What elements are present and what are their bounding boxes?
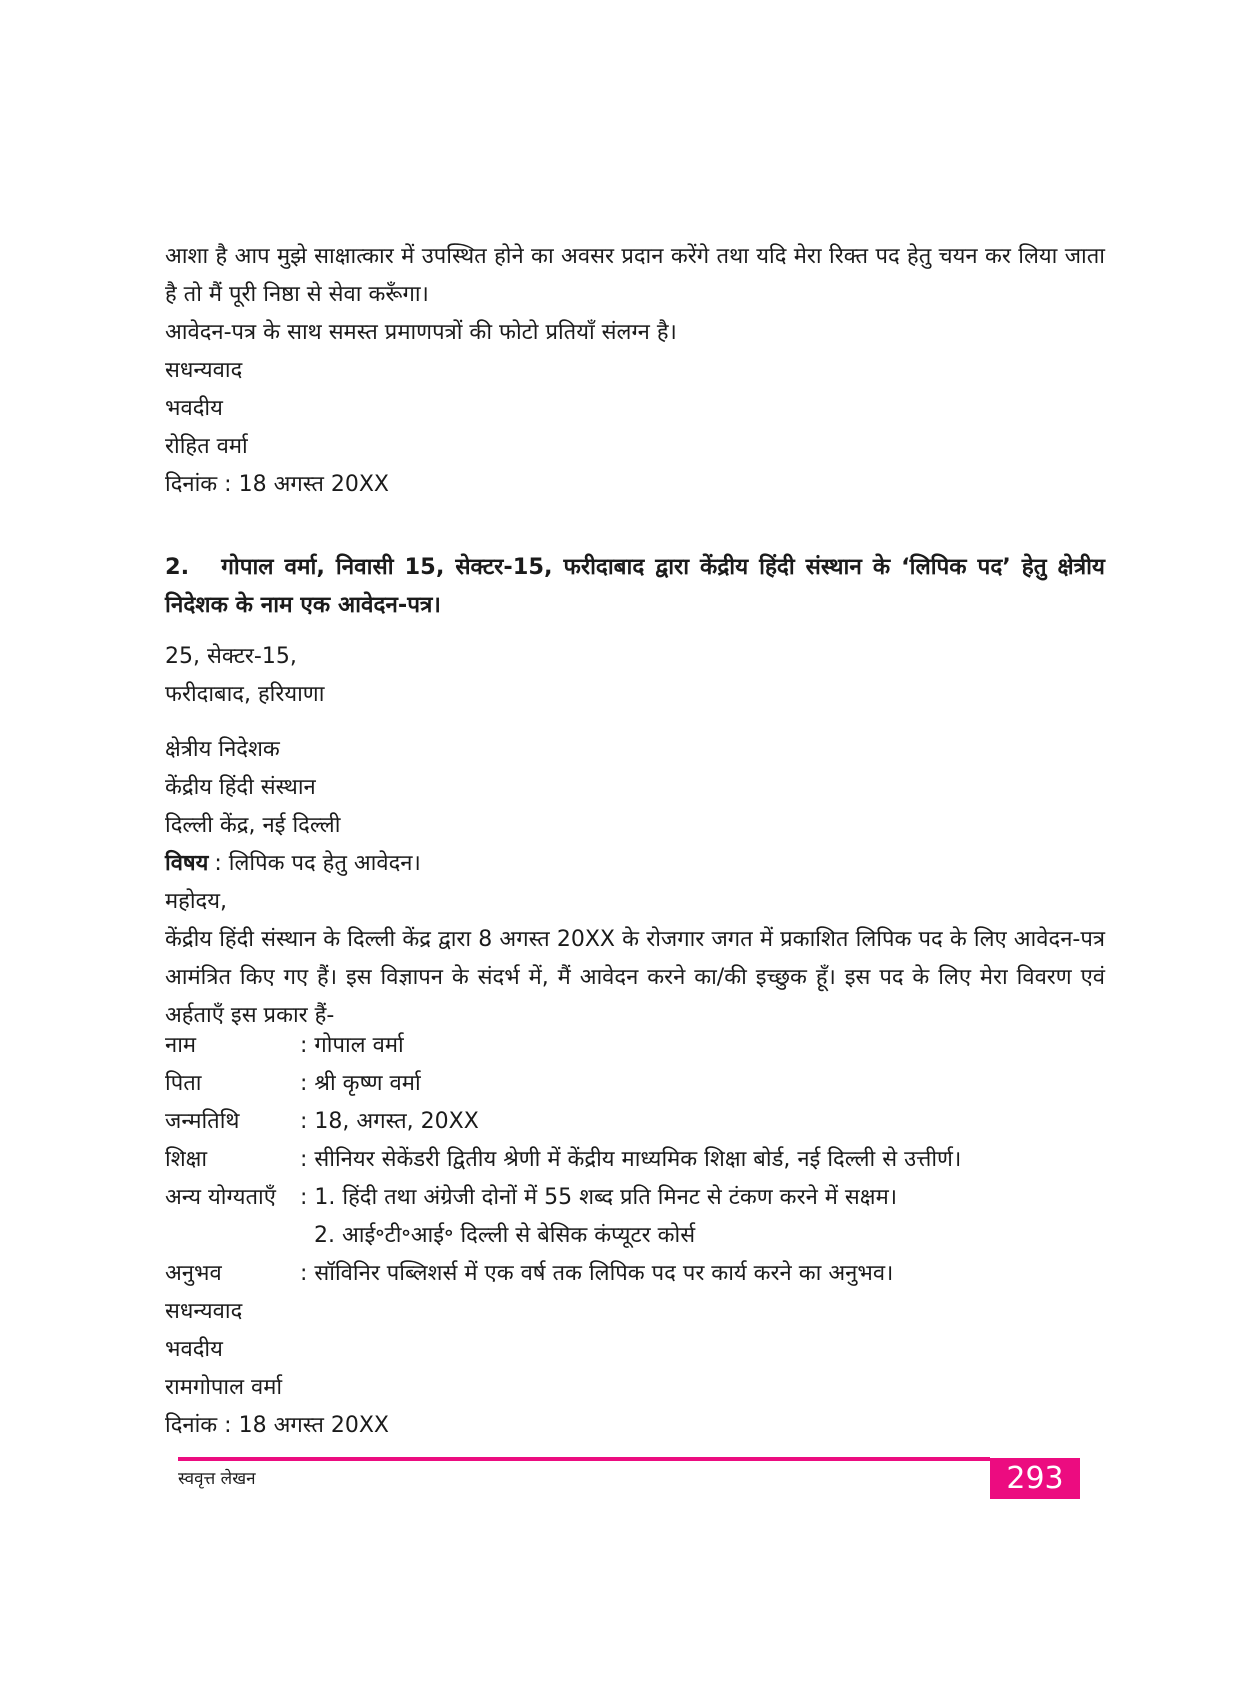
- letter2-thanks: सधन्यवाद: [165, 1299, 243, 1324]
- qualification-item-1: : 1. हिंदी तथा अंग्रेजी दोनों में 55 शब्द प्रति मिनट से टंकण करने में सक्षम।: [300, 1185, 898, 1210]
- letter1-para-enclosure: आवेदन-पत्र के साथ समस्त प्रमाणपत्रों की फोटो प्रतियाँ संलग्न है।: [165, 320, 677, 345]
- recipient-block: [165, 731, 1105, 845]
- detail-label: जन्मतिथि: [165, 1109, 240, 1134]
- sender-address-block: [165, 638, 1105, 714]
- recipient-line3: दिल्ली केंद्र, नई दिल्ली: [165, 813, 341, 838]
- letter2-closing: भवदीय: [165, 1337, 223, 1362]
- detail-label: शिक्षा: [165, 1147, 208, 1172]
- page-content: [165, 238, 1105, 1445]
- detail-value: [300, 1179, 1105, 1255]
- applicant-details-list: [165, 1027, 1105, 1293]
- question-number: 2.: [165, 554, 190, 580]
- detail-value: : श्री कृष्ण वर्मा: [300, 1071, 421, 1096]
- letter2-date: दिनांक : 18 अगस्त 20XX: [165, 1413, 389, 1438]
- subject-text: : लिपिक पद हेतु आवेदन।: [214, 851, 421, 876]
- page-number-badge: 293: [990, 1458, 1080, 1499]
- footer-accent-rule: [178, 1457, 990, 1461]
- detail-value: : 18, अगस्त, 20XX: [300, 1109, 479, 1134]
- detail-value: : सीनियर सेकेंडरी द्वितीय श्रेणी में केंद्रीय माध्यमिक शिक्षा बोर्ड, नई दिल्ली से उत्तीर्ण।: [300, 1147, 962, 1172]
- detail-row-father: [165, 1065, 1105, 1103]
- detail-row-experience: [165, 1255, 1105, 1293]
- letter2-body-paragraph: केंद्रीय हिंदी संस्थान के दिल्ली केंद्र द्वारा 8 अगस्त 20XX के रोजगार जगत में प्रकाशित लिपिक पद के लिए आवेदन-पत्र आमंत्रित किए गए हैं। इस विज्ञापन के संदर्भ में, मैं आवेदन करने का/की इच्छुक हूँ। इस पद के लिए मेरा विवरण एवं अर्हताएँ इस प्रकार हैं-: [165, 927, 1105, 1028]
- subject-line: [165, 845, 1105, 883]
- letter1-date: दिनांक : 18 अगस्त 20XX: [165, 472, 389, 497]
- detail-row-dob: [165, 1103, 1105, 1141]
- subject-label: विषय: [165, 851, 209, 876]
- footer-section-label: स्ववृत्त लेखन: [178, 1469, 256, 1489]
- recipient-line1: क्षेत्रीय निदेशक: [165, 737, 280, 762]
- letter1-closing: भवदीय: [165, 396, 223, 421]
- detail-label: अनुभव: [165, 1261, 222, 1286]
- detail-label: अन्य योग्यताएँ: [165, 1185, 276, 1210]
- detail-value: : सॉविनिर पब्लिशर्स में एक वर्ष तक लिपिक पद पर कार्य करने का अनुभव।: [300, 1261, 894, 1286]
- recipient-line2: केंद्रीय हिंदी संस्थान: [165, 775, 316, 800]
- qualification-item-2: 2. आई॰टी॰आई॰ दिल्ली से बेसिक कंप्यूटर कोर्स: [314, 1223, 696, 1248]
- salutation: महोदय,: [165, 889, 227, 914]
- question-heading: [165, 548, 1105, 624]
- detail-label: नाम: [165, 1033, 197, 1058]
- detail-label: पिता: [165, 1071, 202, 1096]
- detail-row-name: [165, 1027, 1105, 1065]
- detail-row-education: [165, 1141, 1105, 1179]
- sender-address-line2: फरीदाबाद, हरियाणा: [165, 682, 325, 707]
- question-text: गोपाल वर्मा, निवासी 15, सेक्टर-15, फरीदाबाद द्वारा केंद्रीय हिंदी संस्थान के ‘लिपिक पद’ हेतु क्षेत्रीय निदेशक के नाम एक आवेदन-पत्र।: [165, 554, 1105, 618]
- detail-row-other-qualifications: [165, 1179, 1105, 1255]
- letter1-signatory: रोहित वर्मा: [165, 434, 248, 459]
- letter1-thanks: सधन्यवाद: [165, 358, 243, 383]
- detail-value: : गोपाल वर्मा: [300, 1033, 404, 1058]
- sender-address-line1: 25, सेक्टर-15,: [165, 644, 297, 669]
- letter1-para-hope: आशा है आप मुझे साक्षात्कार में उपस्थित होने का अवसर प्रदान करेंगे तथा यदि मेरा रिक्त पद हेतु चयन कर लिया जाता है तो मैं पूरी निष्ठा से सेवा करूँगा।: [165, 244, 1105, 307]
- letter2-signatory: रामगोपाल वर्मा: [165, 1375, 283, 1400]
